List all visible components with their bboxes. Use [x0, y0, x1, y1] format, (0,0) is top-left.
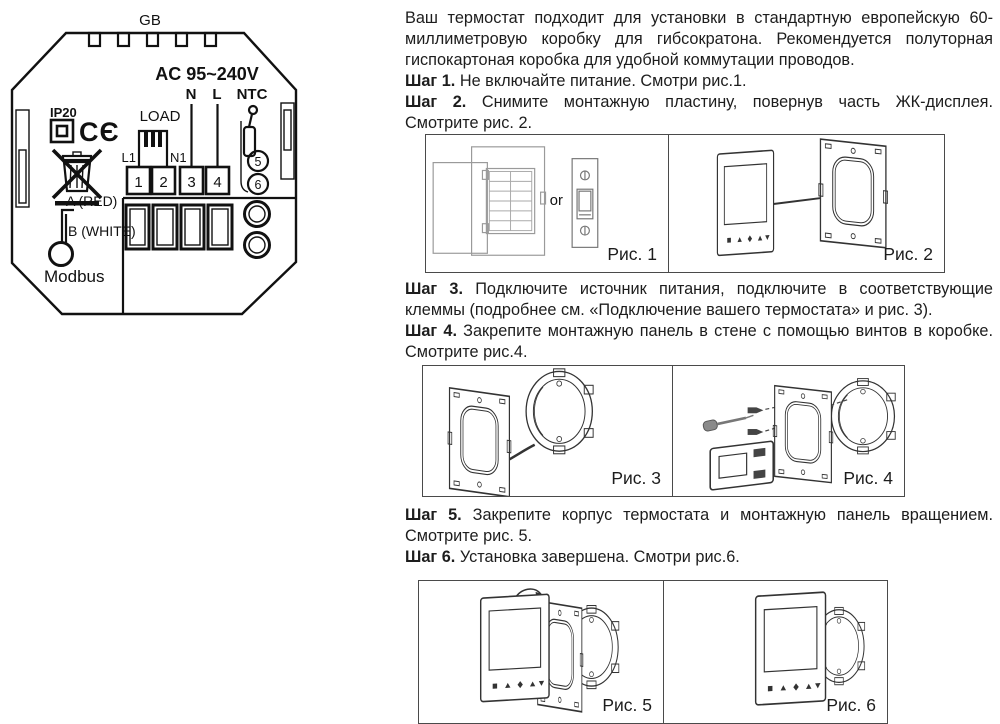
thermostat-front-drawing [756, 592, 826, 705]
modbus-b-label: B (WHITE) [68, 223, 136, 239]
step-6-label: Шаг 6. [405, 548, 456, 566]
terminal-3-label: 3 [187, 174, 196, 191]
ntc-terminal-5-label: 5 [254, 155, 262, 169]
ip20-label: IP20 [50, 105, 77, 120]
step-5-label: Шаг 5. [405, 506, 462, 524]
wall-switch-drawing [572, 159, 598, 248]
intro-paragraph [405, 8, 993, 71]
ce-mark-icon: CЄ [79, 117, 120, 147]
step-6-paragraph [405, 547, 993, 568]
thermostat-wiring-diagram [0, 0, 320, 330]
step-2-paragraph [405, 92, 993, 134]
step-2-text: Снимите монтажную пластину, повернув часть ЖК-дисплея. Смотрите рис. 2. [405, 93, 993, 132]
figure-2-panel [669, 135, 944, 272]
instructions-column [405, 8, 993, 724]
step-1-paragraph [405, 71, 993, 92]
mounting-plate-drawing [773, 386, 833, 483]
voltage-label: AC 95~240V [155, 64, 259, 84]
mounting-plate-drawing [448, 388, 511, 496]
figure-3-panel [423, 366, 673, 496]
figure-row-1 [425, 134, 945, 273]
round-wall-box-drawing [526, 369, 593, 454]
modbus-a-label: A (RED) [66, 193, 118, 209]
screw-icons [748, 407, 764, 435]
intro-text: Ваш термостат подходит для установки в стандартную европейскую 60-миллиметровую коробку для гибсократона. Рекомендуется полуторная гиспокартоная коробка для удобной коммутации проводов. [405, 9, 993, 69]
figure-3-caption: Рис. 3 [611, 468, 661, 488]
figure-4-caption: Рис. 4 [843, 468, 893, 488]
screwdriver-icon [703, 411, 755, 431]
figure-row-3 [418, 580, 888, 724]
figure-5-panel [419, 581, 664, 723]
gb-label: GB [139, 12, 161, 29]
step-4-paragraph [405, 321, 993, 363]
terminal-1-label: 1 [134, 174, 143, 191]
ntc-terminal-6-label: 6 [254, 178, 262, 192]
figure-1-caption: Рис. 1 [607, 244, 657, 264]
step-3-text: Подключите источник питания, подключите в соответствующие клеммы (подробнее см. «Подключение вашего термостата» и рис. 3). [405, 280, 993, 319]
load-label: LOAD [139, 108, 181, 125]
step-1-label: Шаг 1. [405, 72, 456, 90]
l1-label: L1 [121, 150, 136, 165]
n-wire-label: N [185, 86, 197, 103]
ip20-icon [50, 105, 77, 142]
figure-row-2 [422, 365, 905, 497]
figure-4-panel [673, 366, 904, 496]
figure-2-caption: Рис. 2 [883, 244, 933, 264]
mounting-plate-drawing [819, 139, 888, 248]
figure-1-panel [426, 135, 669, 272]
step-6-text: Установка завершена. Смотри рис.6. [459, 548, 740, 566]
breaker-panel-drawing [433, 147, 545, 255]
ntc-label: NTC [236, 86, 268, 103]
terminal-4-label: 4 [213, 174, 222, 191]
n1-label: N1 [170, 150, 187, 165]
cover-plate-drawing [710, 441, 773, 490]
figure-6-caption: Рис. 6 [826, 695, 876, 715]
figure-5-caption: Рис. 5 [602, 695, 652, 715]
modbus-label: Modbus [44, 267, 105, 286]
figure-6-panel [664, 581, 887, 723]
or-label: or [549, 192, 563, 209]
thermostat-front-drawing [717, 150, 773, 255]
step-4-text: Закрепите монтажную панель в стене с помощью винтов в коробке. Смотрите рис.4. [405, 322, 993, 361]
thermostat-front-drawing [481, 594, 549, 702]
step-1-text: Не включайте питание. Смотри рис.1. [459, 72, 747, 90]
step-3-label: Шаг 3. [405, 280, 463, 298]
terminal-2-label: 2 [159, 174, 168, 191]
step-3-paragraph [405, 279, 993, 321]
step-5-paragraph [405, 505, 993, 547]
round-wall-box-drawing [831, 379, 895, 454]
l-wire-label: L [212, 86, 222, 103]
step-2-label: Шаг 2. [405, 93, 467, 111]
step-5-text: Закрепите корпус термостата и монтажную панель вращением. Смотрите рис. 5. [405, 506, 993, 545]
step-4-label: Шаг 4. [405, 322, 457, 340]
